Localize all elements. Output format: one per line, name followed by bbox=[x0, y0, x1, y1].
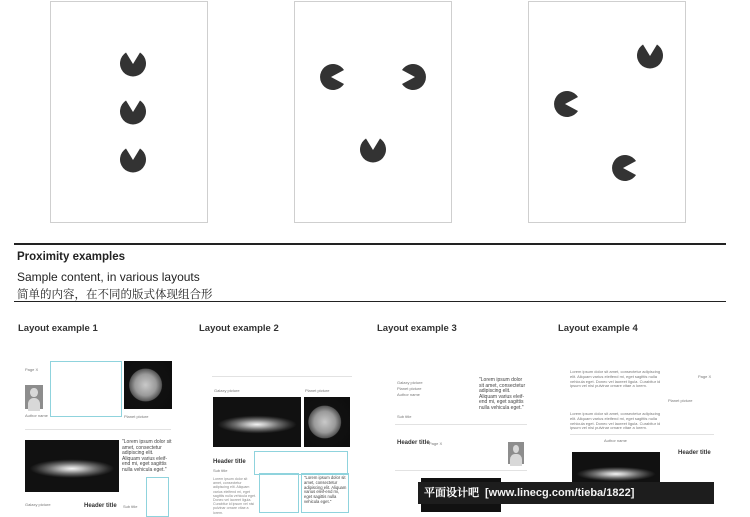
divider bbox=[395, 424, 527, 425]
galaxy-photo bbox=[213, 397, 301, 447]
section-bottom-rule bbox=[14, 301, 726, 302]
section-title: Proximity examples bbox=[17, 251, 126, 263]
page-number: Page X bbox=[698, 374, 712, 379]
pacman-shape-icon bbox=[119, 98, 147, 126]
gestalt-card-vertical bbox=[50, 1, 208, 223]
header-title: Header title bbox=[678, 450, 711, 456]
pacman-shape-icon bbox=[551, 90, 579, 118]
planet-photo bbox=[124, 361, 172, 409]
divider bbox=[212, 376, 352, 377]
pacman-shape-icon bbox=[317, 63, 345, 91]
text-frame-placeholder bbox=[259, 473, 299, 513]
pacman-shape-icon bbox=[609, 154, 637, 182]
page-number: Page X bbox=[25, 367, 39, 372]
example-label-1: Layout example 1 bbox=[18, 323, 98, 334]
layout-example-2 bbox=[208, 370, 358, 515]
planet-caption: Planet picture bbox=[668, 398, 693, 403]
watermark-url: [www.linecg.com/tieba/1822] bbox=[485, 487, 635, 499]
example-label-3: Layout example 3 bbox=[377, 323, 457, 334]
image-frame-placeholder bbox=[50, 361, 122, 417]
section-top-rule bbox=[14, 243, 726, 245]
example-label-4: Layout example 4 bbox=[558, 323, 638, 334]
pacman-shape-icon bbox=[119, 50, 147, 78]
quote-text: "Lorem ipsum dolor sit amet, consectetur adipiscing elit. Aliquam varius eleif-end mi, eget sagittis nulla vehicula eget." bbox=[304, 475, 347, 504]
body-paragraph: Lorem ipsum dolor sit amet, consectetur adipiscing elit. Aliquam varius eleifend mi, eget sagittis nulla vehicula eget. Donec vel laoreet ligula. Curabitur id ipsum vel nisi pulvinar ornare vitae a lorem. bbox=[570, 369, 661, 389]
sub-title: Sub title bbox=[397, 414, 412, 419]
planet-photo bbox=[304, 397, 350, 447]
divider bbox=[570, 434, 714, 435]
divider bbox=[395, 470, 527, 471]
quote-text: "Lorem ipsum dolor sit amet, consectetur adipiscing elit. Aliquam varius eleif-end mi, eget sagittis nulla vehicula eget." bbox=[479, 377, 526, 411]
galaxy-photo bbox=[25, 440, 119, 492]
section-subtitle-cn: 简单的内容，在不同的版式体现组合形 bbox=[17, 289, 213, 301]
gestalt-card-triangle bbox=[294, 1, 452, 223]
text-frame-placeholder bbox=[146, 477, 169, 517]
planet-caption: Planet picture bbox=[397, 386, 422, 391]
layout-example-1 bbox=[20, 355, 175, 512]
sub-title: Sub title bbox=[213, 468, 228, 473]
quote-text: "Lorem ipsum dolor sit amet, consectetur adipiscing elit. Aliquam varius eleif-end mi, eget sagittis nulla vehicula eget." bbox=[122, 439, 172, 473]
example-label-2: Layout example 2 bbox=[199, 323, 279, 334]
galaxy-caption: Galaxy picture bbox=[214, 388, 240, 393]
body-paragraph: Lorem ipsum dolor sit amet, consectetur adipiscing elit. Aliquam varius eleifend mi, eget sagittis nulla vehicula eget. Donec vel laoreet ligula. Curabitur id ipsum vel nisi pulvinar ornare vitae a lorem. bbox=[570, 411, 661, 431]
image-frame-placeholder bbox=[254, 451, 348, 475]
divider bbox=[25, 429, 171, 430]
header-title: Header title bbox=[84, 503, 117, 509]
pacman-shape-icon bbox=[359, 136, 387, 164]
pacman-shape-icon bbox=[401, 63, 429, 91]
author-name: Author name bbox=[25, 413, 48, 418]
watermark-brand: 平面设计吧 bbox=[424, 487, 479, 499]
planet-caption: Planet picture bbox=[305, 388, 330, 393]
author-name: Author name bbox=[397, 392, 420, 397]
author-name: Author name bbox=[604, 438, 627, 443]
author-avatar bbox=[25, 385, 43, 409]
header-title: Header title bbox=[213, 459, 246, 465]
gestalt-card-scattered bbox=[528, 1, 686, 223]
pacman-shape-icon bbox=[119, 146, 147, 174]
pacman-shape-icon bbox=[636, 42, 664, 70]
galaxy-caption: Galaxy picture bbox=[25, 502, 51, 507]
header-title: Header title bbox=[397, 440, 430, 446]
section-subtitle: Sample content, in various layouts bbox=[17, 270, 200, 284]
sub-title: Sub title bbox=[123, 504, 138, 509]
planet-caption: Planet picture bbox=[124, 414, 149, 419]
galaxy-caption: Galaxy picture bbox=[397, 380, 423, 385]
page-number: Page X bbox=[429, 441, 443, 446]
body-paragraph: Lorem ipsum dolor sit amet, consectetur adipiscing elit. Aliquam varius eleifend mi, eget sagittis nulla vehicula eget. Donec vel laoreet ligula. Curabitur id ipsum vel nisi pulvinar ornare vitae a lorem. bbox=[213, 477, 256, 515]
author-avatar bbox=[508, 442, 524, 464]
watermark-banner bbox=[418, 482, 714, 504]
